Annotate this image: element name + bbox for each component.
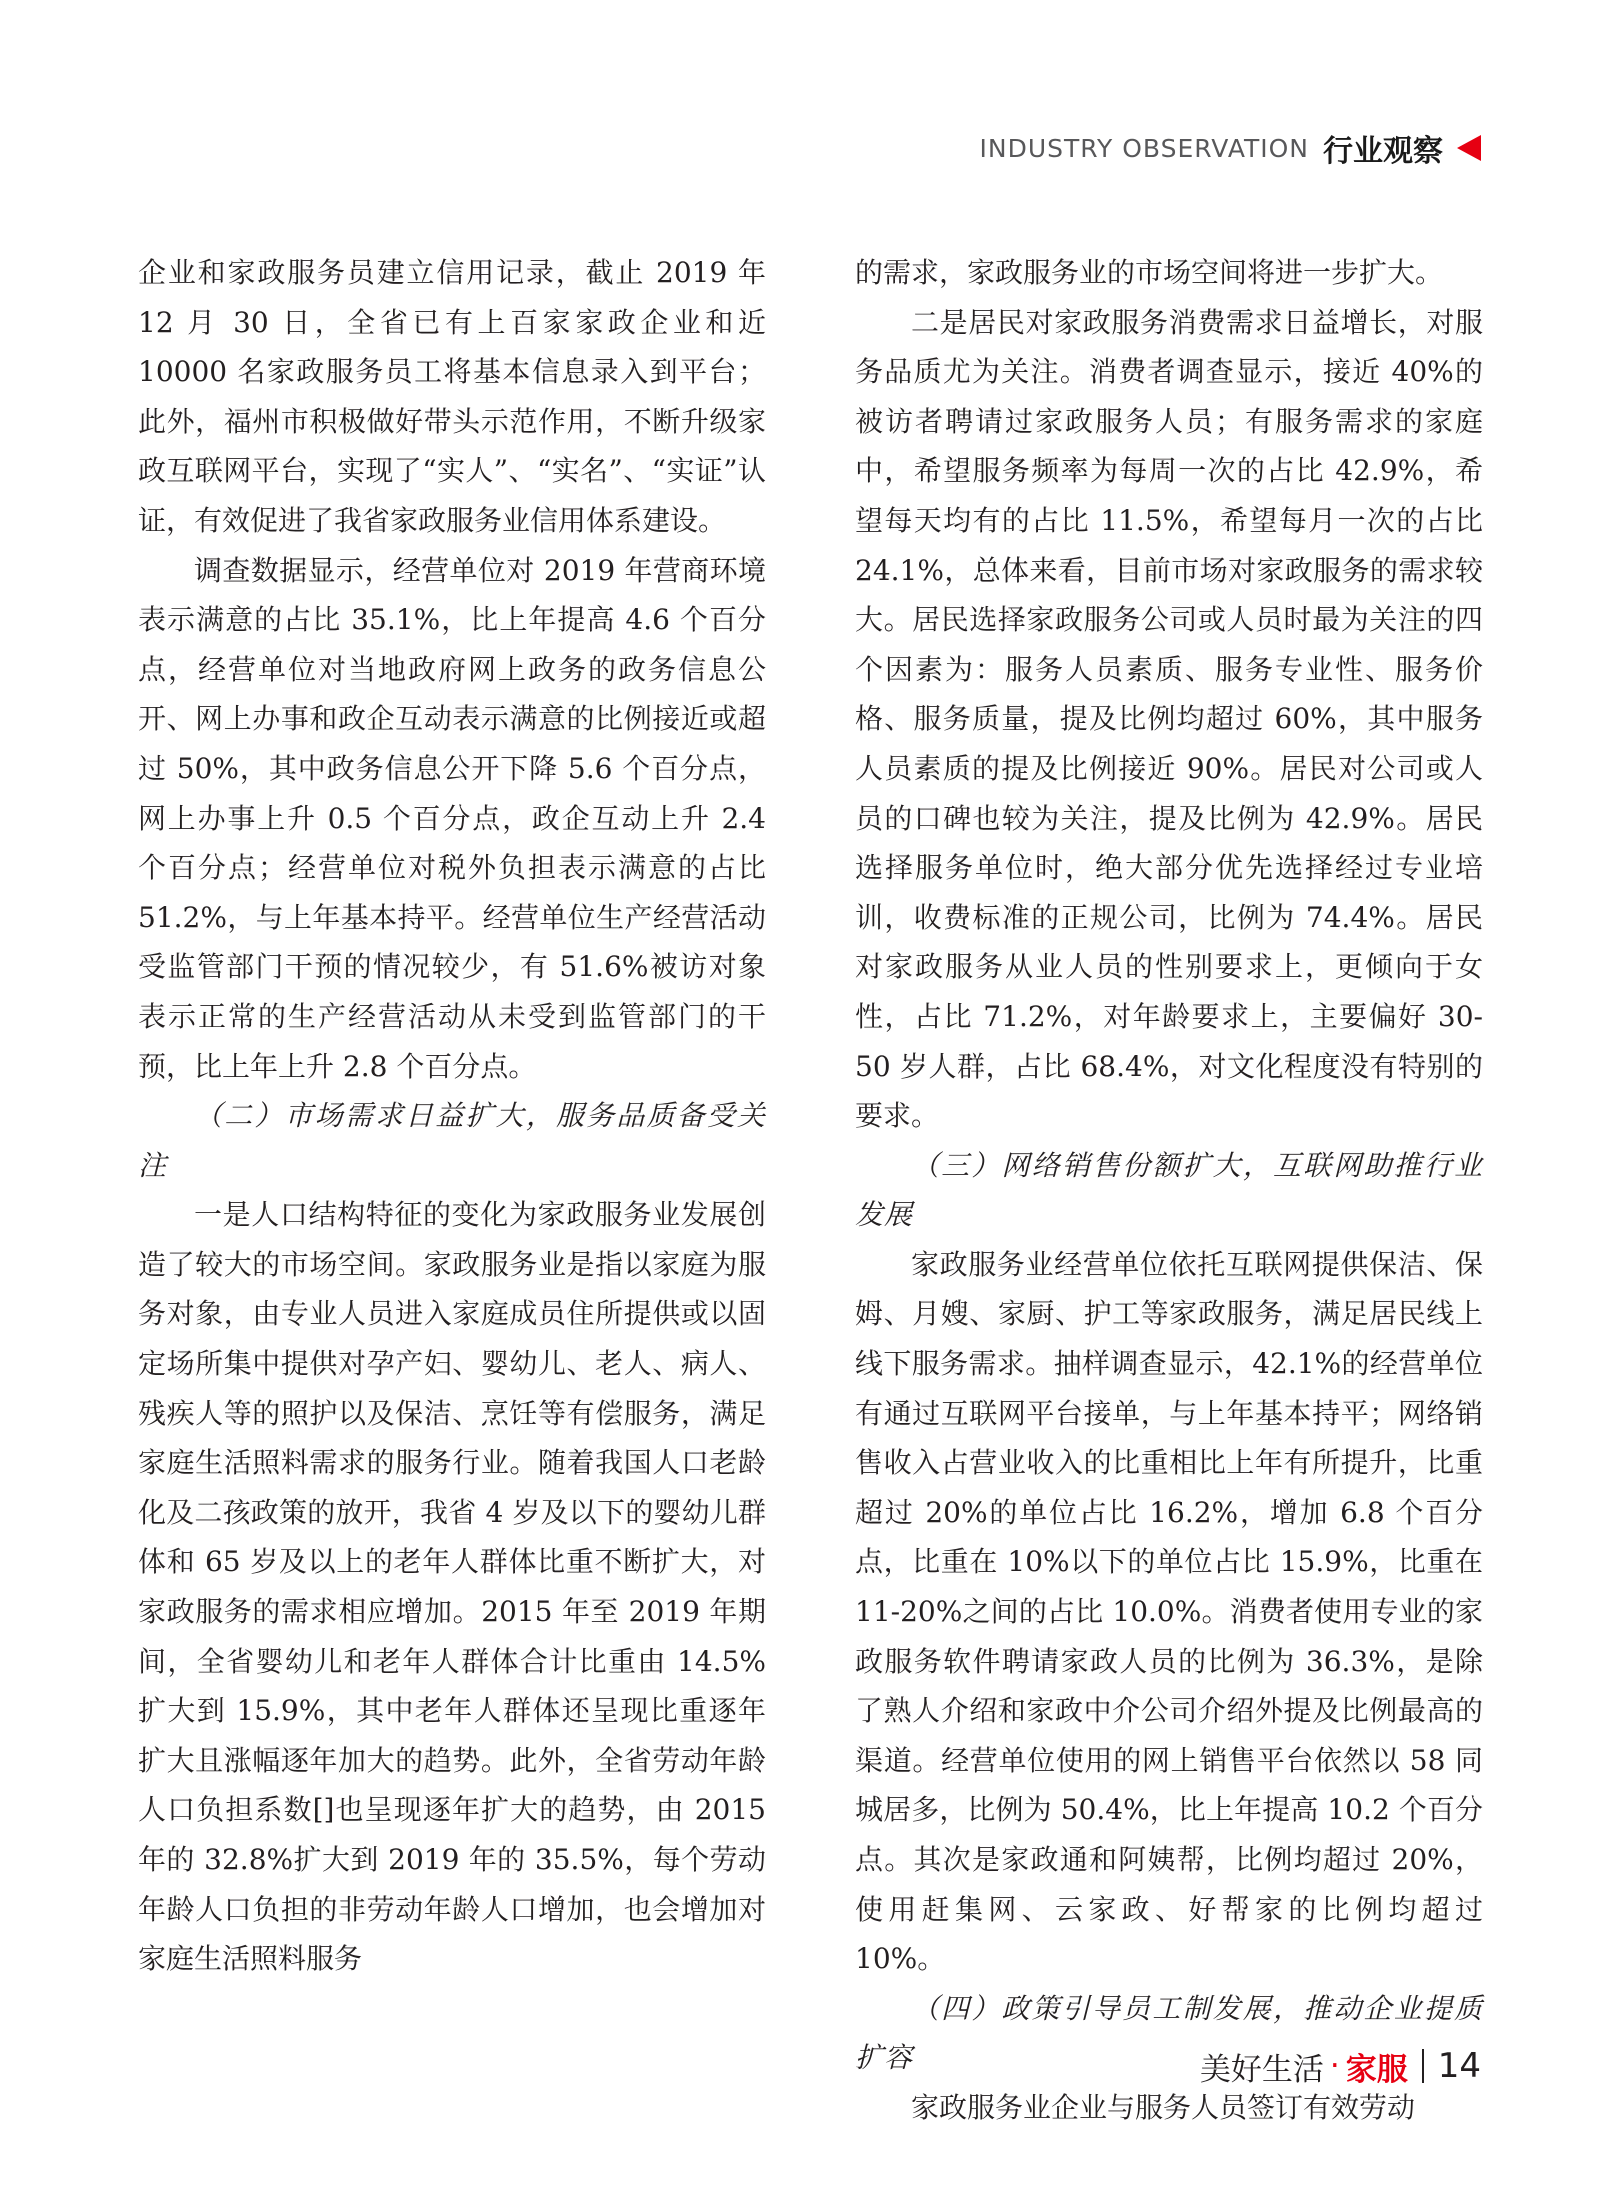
left-column xyxy=(138,248,766,1984)
section-name: 家服 xyxy=(1345,2051,1408,2088)
magazine-name: 美好生活 xyxy=(1199,2051,1324,2088)
subheading: （三）网络销售份额扩大，互联网助推行业发展 xyxy=(855,1148,1483,1232)
page-header xyxy=(980,126,1482,170)
footer-divider xyxy=(1422,2049,1424,2083)
header-cn-title: 行业观察 xyxy=(1323,134,1443,169)
paragraph: 家政服务业经营单位依托互联网提供保洁、保姆、月嫂、家厨、护工等家政服务，满足居民线上线下服务需求。抽样调查显示，42.1%的经营单位有通过互联网平台接单，与上年基本持平；网络销售收入占营业收入的比重相比上年有所提升，比重超过 20%的单位占比 16.2%，增加 6.8 个百分点，比重在 10%以下的单位占比 15.9%，比重在 11-20%之间的占比 10.0%。消费者使用专业的家政服务软件聘请家政人员的比例为 36.3%，是除了熟人介绍和家政中介公司介绍外提及比例最高的渠道。经营单位使用的网上销售平台依然以 58 同城居多，比例为 50.4%，比上年提高 10.2 个百分点。其次是家政通和阿姨帮，比例均超过 20%，使用赶集网、云家政、好帮家的比例均超过 10%。 xyxy=(855,1247,1483,1976)
footer-separator: · xyxy=(1329,2048,1340,2084)
paragraph: 二是居民对家政服务消费需求日益增长，对服务品质尤为关注。消费者调查显示，接近 40%的被访者聘请过家政服务人员；有服务需求的家庭中，希望服务频率为每周一次的占比 42.9%，希望每天均有的占比 11.5%，希望每月一次的占比 24.1%，总体来看，目前市场对家政服务的需求较大。居民选择家政服务公司或人员时最为关注的四个因素为：服务人员素质、服务专业性、服务价格、服务质量，提及比例均超过 60%，其中服务人员素质的提及比例接近 90%。居民对公司或人员的口碑也较为关注，提及比例为 42.9%。居民选择服务单位时，绝大部分优先选择经过专业培训，收费标准的正规公司，比例为 74.4%。居民对家政服务从业人员的性别要求上，更倾向于女性，占比 71.2%，对年龄要求上，主要偏好 30-50 岁人群，占比 68.4%，对文化程度没有特别的要求。 xyxy=(855,305,1483,1133)
paragraph: 一是人口结构特征的变化为家政服务业发展创造了较大的市场空间。家政服务业是指以家庭为服务对象，由专业人员进入家庭成员住所提供或以固定场所集中提供对孕产妇、婴幼儿、老人、病人、残疾人等的照护以及保洁、烹饪等有偿服务，满足家庭生活照料需求的服务行业。随着我国人口老龄化及二孩政策的放开，我省 4 岁及以下的婴幼儿群体和 65 岁及以上的老年人群体比重不断扩大，对家政服务的需求相应增加。2015 年至 2019 年期间，全省婴幼儿和老年人群体合计比重由 14.5%扩大到 15.9%，其中老年人群体还呈现比重逐年扩大且涨幅逐年加大的趋势。此外，全省劳动年龄人口负担系数[]也呈现逐年扩大的趋势，由 2015 年的 32.8%扩大到 2019 年的 35.5%，每个劳动年龄人口负担的非劳动年龄人口增加，也会增加对家庭生活照料服务 xyxy=(138,1198,766,1976)
subheading: （四）政策引导员工制发展，推动企业提质扩容 xyxy=(855,1991,1483,2075)
page-footer xyxy=(1200,2042,1481,2090)
paragraph: 调查数据显示，经营单位对 2019 年营商环境表示满意的占比 35.1%，比上年提高 4.6 个百分点，经营单位对当地政府网上政务的政务信息公开、网上办事和政企互动表示满意的比例接近或超过 50%，其中政务信息公开下降 5.6 个百分点，网上办事上升 0.5 个百分点，政企互动上升 2.4 个百分点；经营单位对税外负担表示满意的占比 51.2%，与上年基本持平。经营单位生产经营活动受监管部门干预的情况较少，有 51.6%被访对象表示正常的生产经营活动从未受到监管部门的干预，比上年上升 2.8 个百分点。 xyxy=(138,553,766,1083)
paragraph: 的需求，家政服务业的市场空间将进一步扩大。 xyxy=(855,256,1444,289)
paragraph: 家政服务业企业与服务人员签订有效劳动 xyxy=(911,2090,1416,2124)
subheading: （二）市场需求日益扩大，服务品质备受关注 xyxy=(138,1099,766,1182)
page-number: 14 xyxy=(1437,2046,1481,2086)
paragraph: 企业和家政服务员建立信用记录，截止 2019 年 12 月 30 日，全省已有上百家家政企业和近 10000 名家政服务员工将基本信息录入到平台；此外，福州市积极做好带头示范作用，不断升级家政互联网平台，实现了“实人”、“实名”、“实证”认证，有效促进了我省家政服务业信用体系建设。 xyxy=(138,256,766,537)
header-triangle-icon xyxy=(1457,135,1481,161)
header-en-title: INDUSTRY OBSERVATION xyxy=(979,133,1309,163)
right-column xyxy=(855,248,1483,2133)
